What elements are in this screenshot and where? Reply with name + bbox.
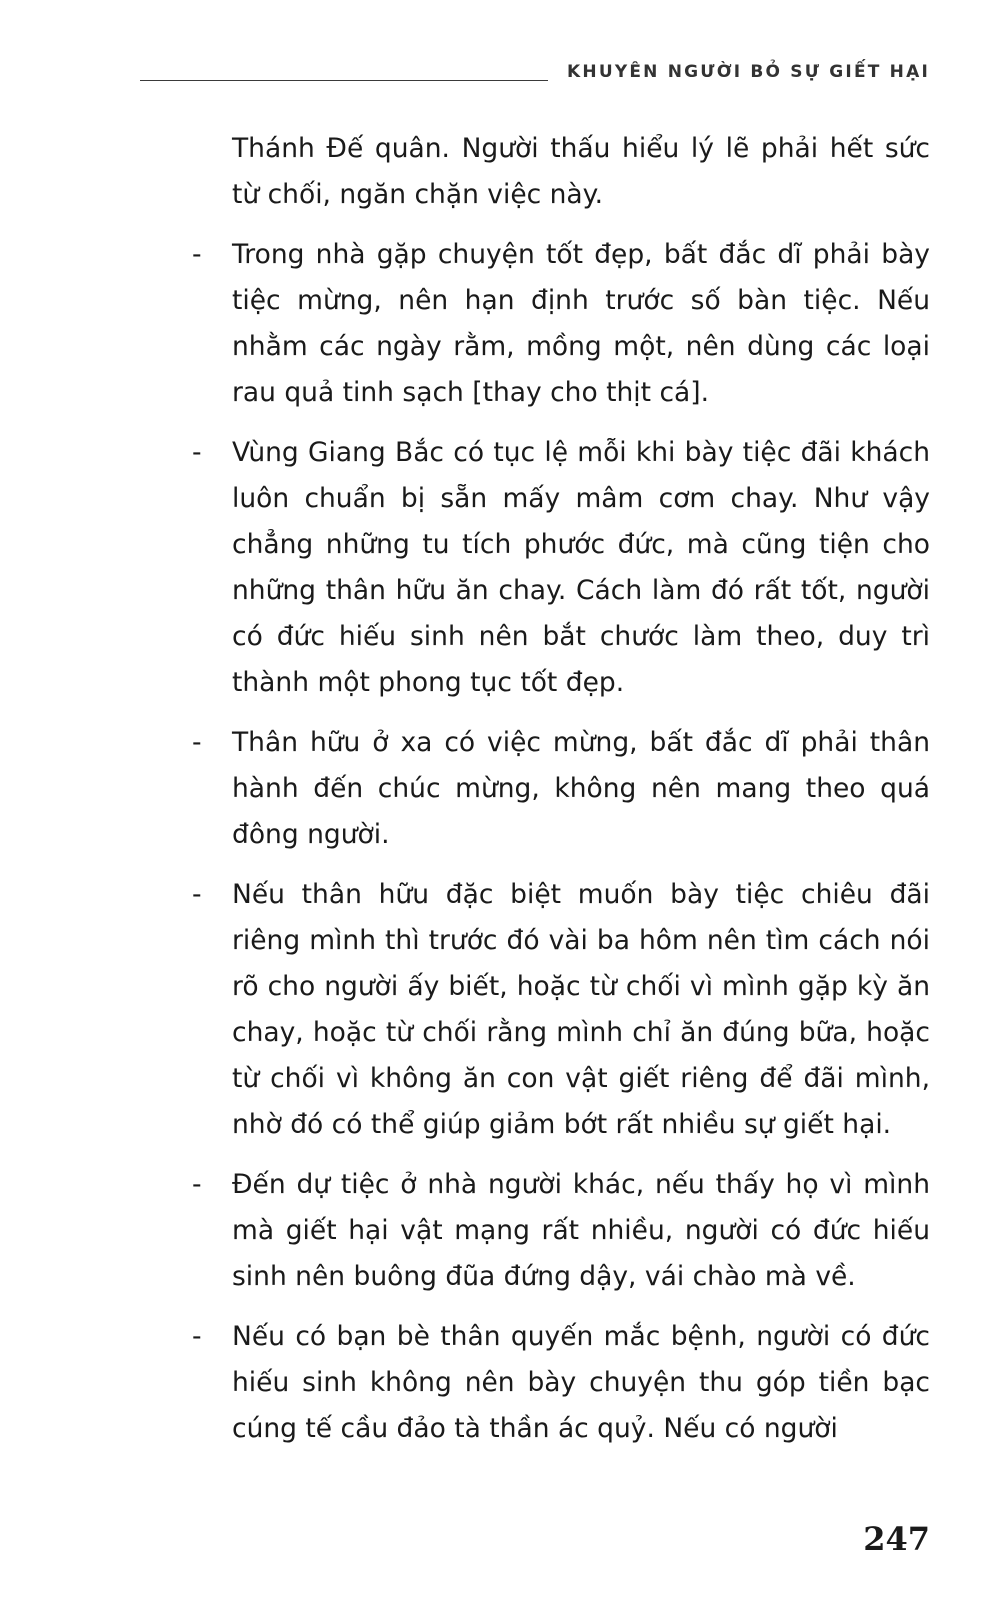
list-bullet: - <box>192 879 202 910</box>
list-bullet: - <box>192 727 202 758</box>
list-bullet: - <box>192 1169 202 1200</box>
list-item <box>192 430 930 706</box>
list-item-text: Vùng Giang Bắc có tục lệ mỗi khi bày tiệc đãi khách luôn chuẩn bị sẵn mấy mâm cơm chay. Như vậy chẳng những tu tích phước đức, mà cũng tiện cho những thân hữu ăn chay. Cách làm đó rất tốt, người có đức hiếu sinh nên bắt chước làm theo, duy trì thành một phong tục tốt đẹp. <box>232 437 930 698</box>
header-rule <box>140 80 548 81</box>
list-item-text: Thân hữu ở xa có việc mừng, bất đắc dĩ phải thân hành đến chúc mừng, không nên mang theo quá đông người. <box>232 727 930 850</box>
list-item-text: Đến dự tiệc ở nhà người khác, nếu thấy họ vì mình mà giết hại vật mạng rất nhiều, người có đức hiếu sinh nên buông đũa đứng dậy, vái chào mà về. <box>232 1169 930 1292</box>
list-bullet: - <box>192 1321 202 1352</box>
page-number: 247 <box>863 1520 930 1558</box>
chapter-title: KHUYÊN NGƯỜI BỎ SỰ GIẾT HẠI <box>567 62 930 82</box>
list-bullet: - <box>192 437 202 468</box>
page-body <box>192 126 930 1466</box>
list-item-text: Nếu có bạn bè thân quyến mắc bệnh, người có đức hiếu sinh không nên bày chuyện thu góp tiền bạc cúng tế cầu đảo tà thần ác quỷ. Nếu có người <box>232 1321 930 1444</box>
list-bullet: - <box>192 239 202 270</box>
list-item <box>192 872 930 1148</box>
list-item-text: Trong nhà gặp chuyện tốt đẹp, bất đắc dĩ phải bày tiệc mừng, nên hạn định trước số bàn tiệc. Nếu nhằm các ngày rằm, mồng một, nên dùng các loại rau quả tinh sạch [thay cho thịt cá]. <box>232 239 930 408</box>
list-item <box>192 720 930 858</box>
list-item <box>192 1162 930 1300</box>
continuation-paragraph <box>192 126 930 218</box>
running-header <box>140 58 930 88</box>
paragraph-text: Thánh Đế quân. Người thấu hiểu lý lẽ phải hết sức từ chối, ngăn chặn việc này. <box>232 133 930 210</box>
list-item <box>192 1314 930 1452</box>
list-item-text: Nếu thân hữu đặc biệt muốn bày tiệc chiêu đãi riêng mình thì trước đó vài ba hôm nên tìm cách nói rõ cho người ấy biết, hoặc từ chối vì mình gặp kỳ ăn chay, hoặc từ chối rằng mình chỉ ăn đúng bữa, hoặc từ chối vì không ăn con vật giết riêng để đãi mình, nhờ đó có thể giúp giảm bớt rất nhiều sự giết hại. <box>232 879 930 1140</box>
list-item <box>192 232 930 416</box>
